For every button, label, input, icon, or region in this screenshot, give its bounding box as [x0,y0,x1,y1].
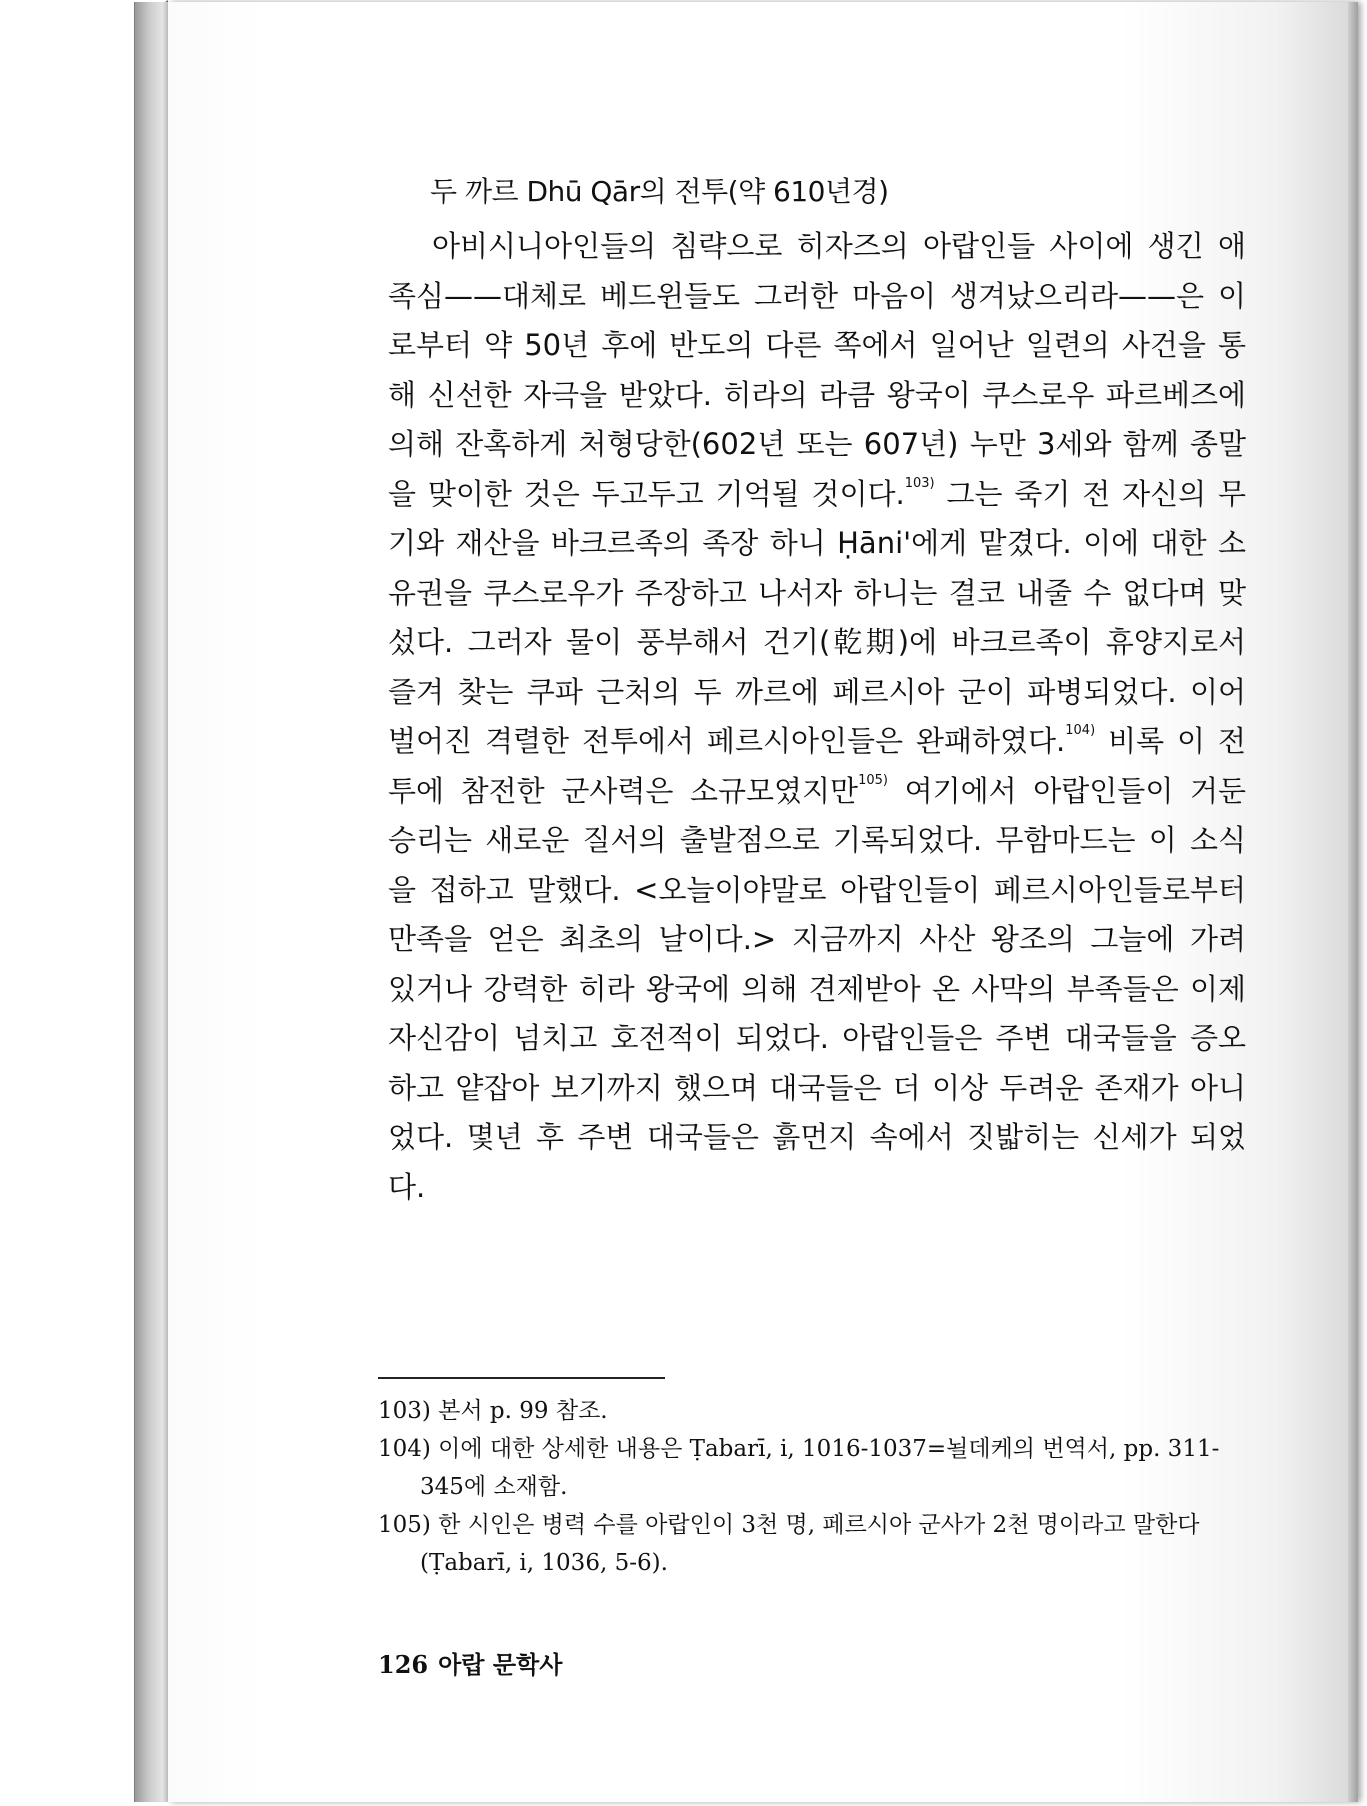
page-footer [378,1645,572,1680]
page-edge-shadow [1348,2,1358,1802]
footnote-ref-105[interactable]: 105) [858,772,888,788]
body-text-part-3: 비록 이 전투에 참전한 군사력은 소규모였지만 [388,724,1246,808]
footnote-105: 105) 한 시인은 병력 수를 아랍인이 3천 명, 페르시아 군사가 2천 명이라고 말한다(Ṭabarī, i, 1036, 5-6). [378,1512,1200,1576]
section-heading: 두 까르 Dhū Qār의 전투(약 610년경) [430,175,889,208]
body-text-part-1: 아비시니아인들의 침략으로 히자즈의 아랍인들 사이에 생긴 애족심——대체로 베드윈들도 그러한 마음이 생겨났으리라——은 이로부터 약 50년 후에 반도의 다른 쪽에서 일어난 일련의 사건을 통해 신선한 자극을 받았다. 히라의 라큼 왕국이 쿠스로우 파르베즈에 의해 잔혹하게 처형당한(602년 또는 607년) 누만 3세와 함께 종말을 맞이한 것은 두고두고 기억될 것이다. [388,229,1246,511]
footnotes [378,1392,1238,1582]
footnote-separator [378,1377,665,1379]
footnote-ref-103[interactable]: 103) [904,475,935,491]
body-text-part-4: 여기에서 아랍인들이 거둔 승리는 새로운 질서의 출발점으로 기록되었다. 무함마드는 이 소식을 접하고 말했다. <오늘이야말로 아랍인들이 페르시아인들로부터 만족을 얻은 최초의 날이다.> 지금까지 사산 왕조의 그늘에 가려 있거나 강력한 히라 왕국에 의해 견제받아 온 사막의 부족들은 이제 자신감이 넘치고 호전적이 되었다. 아랍인들은 주변 대국들을 증오하고 얕잡아 보기까지 했으며 대국들은 더 이상 두려운 존재가 아니었다. 몇년 후 주변 대국들은 흙먼지 속에서 짓밟히는 신세가 되었다. [388,773,1246,1204]
book-title: 아랍 문학사 [438,1650,563,1679]
page-number: 126 [378,1650,429,1679]
body-text-part-2: 그는 죽기 전 자신의 무기와 재산을 바크르족의 족장 하니 Ḥāni'에게 맡겼다. 이에 대한 소유권을 쿠스로우가 주장하고 나서자 하니는 결코 내줄 수 없다며 맞섰다. 그러자 물이 풍부해서 건기(乾期)에 바크르족이 휴양지로서 즐겨 찾는 쿠파 근처의 두 까르에 페르시아 군이 파병되었다. 이어 벌어진 격렬한 전투에서 페르시아인들은 완패하였다. [388,476,1246,758]
footnote-103: 103) 본서 p. 99 참조. [378,1398,608,1424]
body-paragraph [388,222,1246,1212]
book-spine [134,2,169,1802]
footnote-104: 104) 이에 대한 상세한 내용은 Ṭabarī, i, 1016-1037=뇔데케의 번역서, pp. 311-345에 소재함. [378,1436,1220,1500]
footnote-ref-104[interactable]: 104) [1065,723,1096,739]
